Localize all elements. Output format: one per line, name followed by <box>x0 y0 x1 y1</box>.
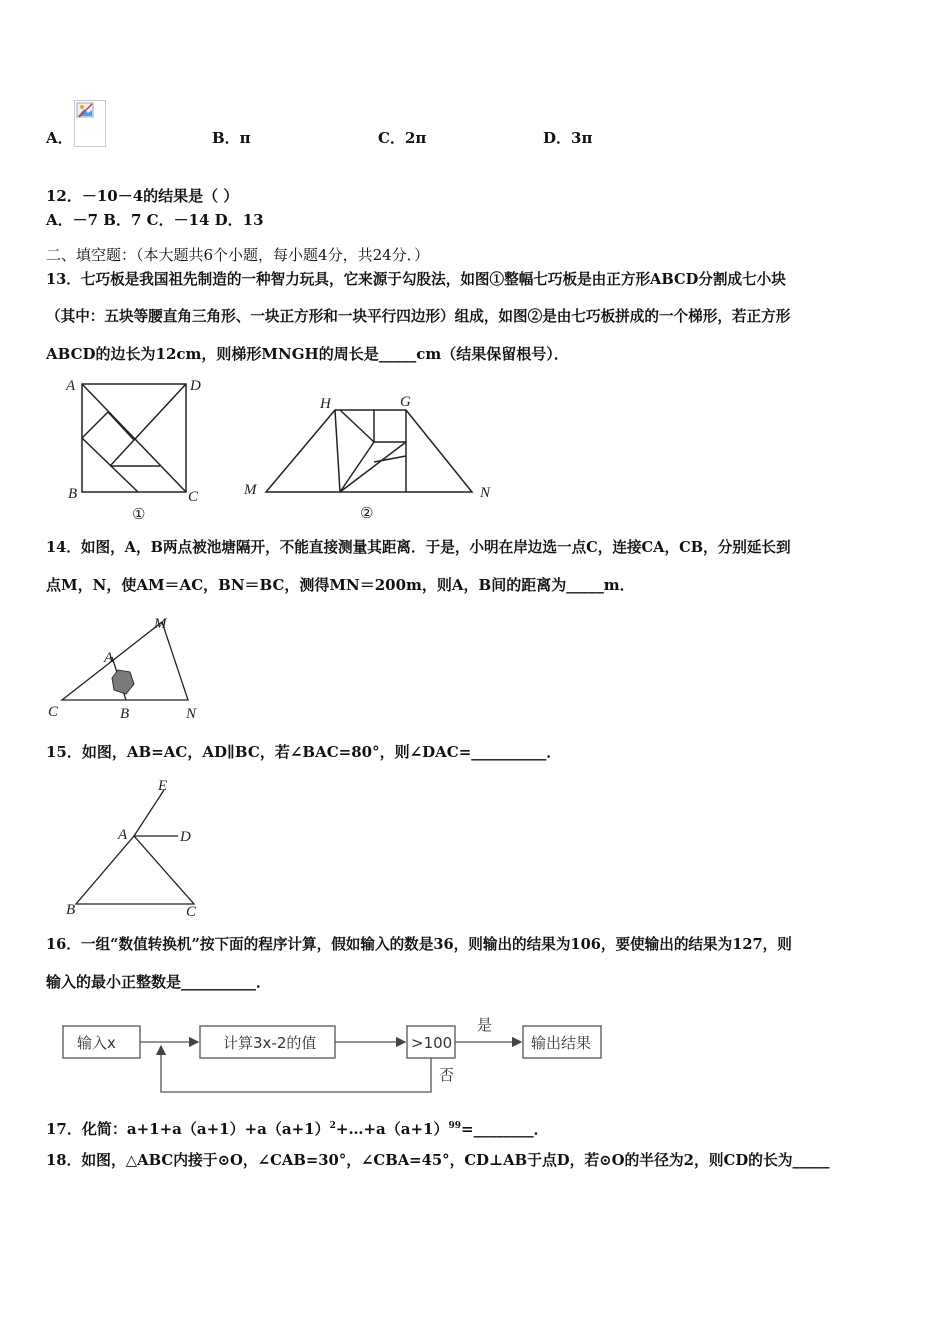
fig2-label-g: G <box>400 394 411 410</box>
section-heading: 二、填空题：（本大题共6个小题，每小题4分，共24分．） <box>46 246 430 264</box>
q18-line1: 18．如图，△ABC内接于⊙O，∠CAB=30°，∠CBA=45°，CD⊥AB于点D，若⊙O的半径为2，则CD的长为_____ <box>46 1152 830 1169</box>
q14-line2: 点M，N，使AM＝AC，BN＝BC，测得MN＝200m，则A，B间的距离为_____m． <box>46 576 635 594</box>
fig14-label-b: B <box>120 706 130 722</box>
fig15-label-d: D <box>180 829 191 845</box>
pond-triangle-figure <box>40 612 220 724</box>
fig15-label-c: C <box>186 904 197 920</box>
q17-suffix: =________． <box>461 1120 549 1138</box>
fig1-label-a: A <box>66 378 76 394</box>
q13-line2: （其中：五块等腰直角三角形、一块正方形和一块平行四边形）组成，如图②是由七巧板拼成的一个梯形，若正方形 <box>46 308 791 325</box>
fig14-label-n: N <box>186 706 197 722</box>
fig14-label-c: C <box>48 704 59 720</box>
q11-option-c: C．2π <box>378 129 427 147</box>
q17-mid: +…+a（a+1） <box>335 1120 449 1138</box>
q17-sup-2: 2 <box>329 1121 336 1131</box>
fig2-label-n: N <box>480 485 491 501</box>
tangram-square-figure <box>60 374 210 524</box>
fig14-label-m: M <box>154 616 167 632</box>
tangram-trapezoid-figure <box>240 390 500 525</box>
q16-line1: 16．一组“数值转换机”按下面的程序计算，假如输入的数是36，则输出的结果为106，要使输出的结果为127，则 <box>46 936 792 953</box>
fig2-label-h: H <box>320 396 331 412</box>
fig1-label-d: D <box>190 378 201 394</box>
fig15-label-a: A <box>118 827 128 843</box>
q17-sup-99: 99 <box>448 1121 462 1131</box>
flow-yes-label: 是 <box>477 1016 493 1034</box>
q12-stem: 12．－10－4的结果是（ ） <box>46 187 239 205</box>
flow-output-label: 输出结果 <box>531 1034 592 1052</box>
q15-line1: 15．如图，AB=AC，AD∥BC，若∠BAC=80°，则∠DAC=__________． <box>46 743 562 761</box>
fig1-label-b: B <box>68 486 78 502</box>
fig1-label-c: C <box>188 489 199 505</box>
q12-options: A．－7 B．7 C．－14 D．13 <box>46 211 264 229</box>
q17-line <box>46 1116 549 1139</box>
fig15-label-e: E <box>158 778 168 794</box>
fig1-caption: ① <box>132 507 146 523</box>
fig2-caption: ② <box>360 506 374 522</box>
q13-line1: 13．七巧板是我国祖先制造的一种智力玩具，它来源于勾股法，如图①整幅七巧板是由正方形ABCD分割成七小块 <box>46 271 786 288</box>
fig2-label-m: M <box>244 482 257 498</box>
q14-line1: 14．如图，A，B两点被池塘隔开，不能直接测量其距离．于是，小明在岸边选一点C，连接CA，CB，分别延长到 <box>46 539 791 556</box>
flow-compute-label: 计算3x-2的值 <box>223 1034 317 1052</box>
flow-compare-label: >100 <box>411 1034 453 1052</box>
fig15-label-b: B <box>66 902 76 918</box>
isosceles-triangle-figure <box>56 774 216 924</box>
flowchart-figure <box>55 1010 615 1105</box>
q11-option-d: D．3π <box>543 129 593 147</box>
q11-option-a: A． <box>46 129 73 147</box>
q16-line2: 输入的最小正整数是__________． <box>46 973 272 991</box>
fig14-label-a: A <box>104 650 114 666</box>
flow-no-label: 否 <box>439 1066 455 1084</box>
flow-input-label: 输入x <box>77 1034 116 1052</box>
broken-image-icon <box>74 100 106 147</box>
q17-prefix: 17．化简：a+1+a（a+1）+a（a+1） <box>46 1120 330 1138</box>
q11-option-b: B．π <box>212 129 251 147</box>
q13-line3: ABCD的边长为12cm，则梯形MNGH的周长是_____cm（结果保留根号）． <box>46 345 569 363</box>
